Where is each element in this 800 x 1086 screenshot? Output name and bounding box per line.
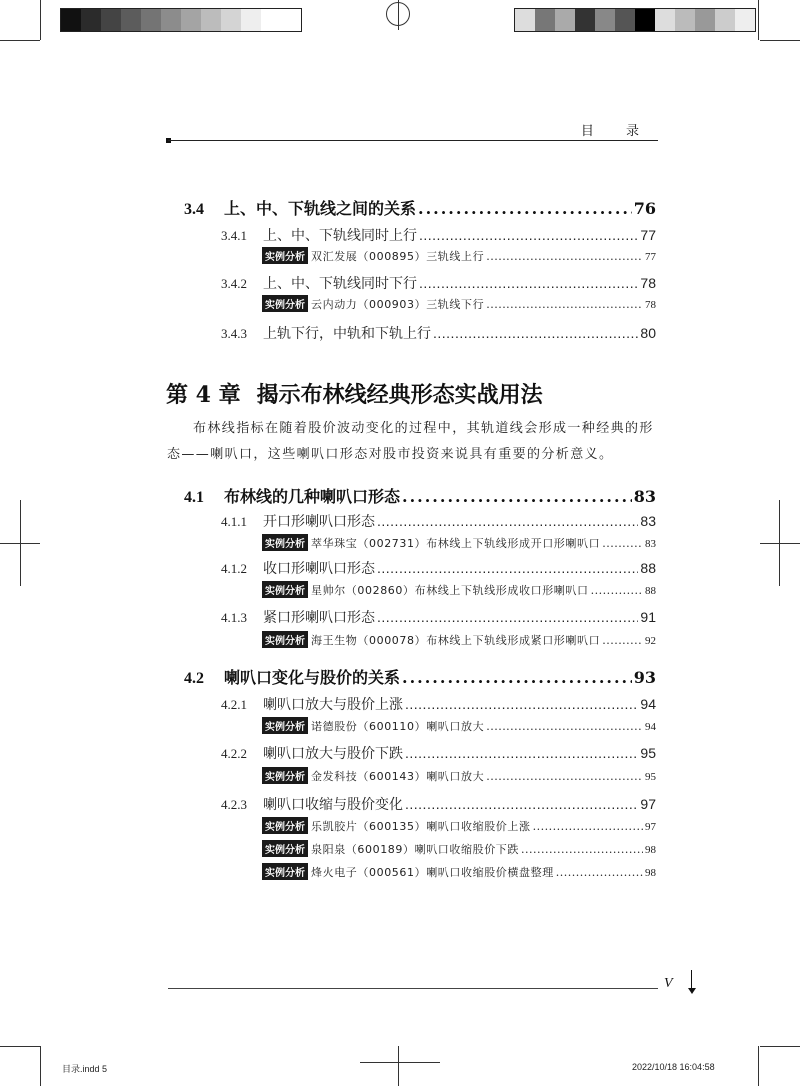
leader-dots	[377, 560, 638, 576]
color-swatch	[61, 9, 81, 31]
leader-dots	[533, 820, 643, 833]
toc-case[interactable]	[262, 581, 656, 598]
page-number: 98	[645, 844, 656, 856]
color-swatch	[221, 9, 241, 31]
toc-subsection-3-4-3[interactable]	[221, 323, 656, 343]
color-swatch	[695, 9, 715, 31]
subsection-number: 3.4.2	[221, 276, 247, 291]
leader-dots	[402, 668, 632, 687]
toc-case[interactable]	[262, 717, 656, 734]
case-analysis-tag: 实例分析	[262, 767, 308, 784]
case-title: 双汇发展（000895）三轨线上行	[311, 250, 485, 263]
crop-mark	[360, 1062, 440, 1063]
page-number: 91	[640, 609, 656, 625]
toc-subsection-4-1-1[interactable]	[221, 511, 656, 531]
crop-mark	[760, 1046, 800, 1047]
crop-mark	[758, 1046, 759, 1086]
subsection-title: 喇叭口放大与股价下跌	[263, 745, 403, 761]
case-title: 诺德股份（600110）喇叭口放大	[311, 720, 485, 733]
case-title: 星帅尔（002860）布林线上下轨线形成收口形喇叭口	[311, 584, 589, 597]
color-swatch	[101, 9, 121, 31]
page-number: 88	[645, 585, 656, 597]
toc-subsection-3-4-1[interactable]	[221, 225, 656, 245]
page-number: 94	[640, 696, 656, 712]
page-number: 97	[640, 796, 656, 812]
chapter-intro: 布林线指标在随着股价波动变化的过程中，其轨道线会形成一种经典的形态——喇叭口，这些喇叭口形态对股市投资来说具有重要的分析意义。	[167, 421, 654, 462]
color-swatch	[595, 9, 615, 31]
section-title: 喇叭口变化与股价的关系	[224, 668, 401, 687]
color-swatch	[735, 9, 755, 31]
color-swatch	[575, 9, 595, 31]
leader-dots	[419, 227, 638, 243]
case-title: 乐凯胶片（600135）喇叭口收缩股价上涨	[311, 820, 531, 833]
page-number: 83	[645, 538, 656, 550]
section-number: 4.2	[184, 670, 204, 687]
case-title: 海王生物（000078）布林线上下轨线形成紧口形喇叭口	[311, 634, 601, 647]
toc-case[interactable]	[262, 631, 656, 648]
page-number: 95	[645, 771, 656, 783]
header-rule	[168, 140, 658, 141]
subsection-number: 4.2.1	[221, 697, 247, 712]
color-swatch	[261, 9, 281, 31]
leader-dots	[419, 275, 638, 291]
subsection-title: 上、中、下轨线同时上行	[263, 227, 417, 243]
toc-subsection-4-2-3[interactable]	[221, 794, 656, 814]
color-swatch	[241, 9, 261, 31]
case-title: 泉阳泉（600189）喇叭口收缩股价下跌	[311, 843, 519, 856]
color-swatch	[81, 9, 101, 31]
crop-mark	[758, 0, 759, 40]
color-swatch	[675, 9, 695, 31]
case-analysis-tag: 实例分析	[262, 863, 308, 880]
section-number: 4.1	[184, 489, 204, 506]
leader-dots	[486, 720, 643, 733]
page-number: 88	[640, 560, 656, 576]
leader-dots	[377, 609, 638, 625]
page-number: 76	[633, 199, 656, 218]
toc-case[interactable]	[262, 767, 656, 784]
page-number: 83	[633, 487, 656, 506]
toc-section-4-2[interactable]	[184, 665, 656, 688]
page-number: 77	[640, 227, 656, 243]
toc-subsection-4-1-2[interactable]	[221, 558, 656, 578]
subsection-number: 3.4.1	[221, 228, 247, 243]
color-bar-right	[514, 8, 756, 32]
case-analysis-tag: 实例分析	[262, 840, 308, 857]
case-analysis-tag: 实例分析	[262, 817, 308, 834]
page-number: 98	[645, 867, 656, 879]
page-number: 78	[640, 275, 656, 291]
toc-case[interactable]	[262, 817, 656, 834]
slug-datetime: 2022/10/18 16:04:58	[632, 1062, 715, 1072]
arrow-down-icon	[688, 988, 696, 994]
crop-mark	[398, 1046, 399, 1086]
toc-section-3-4[interactable]	[184, 196, 656, 219]
page-number: 78	[645, 299, 656, 311]
color-swatch	[141, 9, 161, 31]
leader-dots	[591, 584, 643, 597]
color-swatch	[281, 9, 301, 31]
footer-rule	[168, 988, 658, 989]
chapter-title: 揭示布林线经典形态实战用法	[256, 382, 543, 408]
page-number: 83	[640, 513, 656, 529]
color-bar-left	[60, 8, 302, 32]
leader-dots	[418, 199, 632, 218]
page-number: 94	[645, 721, 656, 733]
crop-mark	[779, 500, 780, 586]
color-swatch	[715, 9, 735, 31]
color-swatch	[121, 9, 141, 31]
toc-subsection-4-1-3[interactable]	[221, 607, 656, 627]
toc-case[interactable]	[262, 247, 656, 264]
color-swatch	[615, 9, 635, 31]
color-swatch	[635, 9, 655, 31]
leader-dots	[405, 796, 638, 812]
leader-dots	[377, 513, 638, 529]
toc-subsection-4-2-2[interactable]	[221, 743, 656, 763]
toc-section-4-1[interactable]	[184, 484, 656, 507]
section-number: 3.4	[184, 201, 204, 218]
page-number: 92	[645, 635, 656, 647]
subsection-title: 开口形喇叭口形态	[263, 513, 375, 529]
color-swatch	[515, 9, 535, 31]
case-analysis-tag: 实例分析	[262, 581, 308, 598]
running-header: 目 录	[580, 124, 653, 139]
crop-mark	[0, 1046, 40, 1047]
leader-dots	[402, 487, 632, 506]
chapter-number: 第 4 章	[166, 382, 241, 408]
color-swatch	[181, 9, 201, 31]
subsection-number: 4.1.3	[221, 610, 247, 625]
color-swatch	[161, 9, 181, 31]
leader-dots	[405, 745, 638, 761]
toc-case[interactable]	[262, 863, 656, 880]
toc-subsection-3-4-2[interactable]	[221, 273, 656, 293]
leader-dots	[405, 696, 638, 712]
subsection-title: 喇叭口放大与股价上涨	[263, 696, 403, 712]
leader-dots	[486, 298, 643, 311]
folio-marker	[691, 970, 692, 990]
crop-mark	[40, 1046, 41, 1086]
case-analysis-tag: 实例分析	[262, 631, 308, 648]
section-title: 上、中、下轨线之间的关系	[224, 199, 417, 218]
subsection-title: 上轨下行，中轨和下轨上行	[263, 325, 431, 341]
folio-number: V	[664, 976, 673, 991]
case-analysis-tag: 实例分析	[262, 717, 308, 734]
crop-mark	[760, 40, 800, 41]
crop-mark	[20, 500, 21, 586]
color-swatch	[201, 9, 221, 31]
leader-dots	[433, 325, 638, 341]
subsection-number: 4.2.3	[221, 797, 247, 812]
subsection-title: 上、中、下轨线同时下行	[263, 275, 417, 291]
color-swatch	[535, 9, 555, 31]
leader-dots	[521, 843, 643, 856]
page-number: 93	[633, 668, 656, 687]
registration-circle	[386, 2, 410, 26]
crop-mark	[760, 543, 800, 544]
case-title: 金发科技（600143）喇叭口放大	[311, 770, 485, 783]
color-swatch	[555, 9, 575, 31]
slug-filename: 目录.indd 5	[62, 1064, 108, 1074]
leader-dots	[602, 634, 643, 647]
page-number: 95	[640, 745, 656, 761]
case-title: 萃华珠宝（002731）布林线上下轨线形成开口形喇叭口	[311, 537, 601, 550]
leader-dots	[486, 770, 643, 783]
leader-dots	[602, 537, 643, 550]
subsection-title: 紧口形喇叭口形态	[263, 609, 375, 625]
subsection-title: 收口形喇叭口形态	[263, 560, 375, 576]
crop-mark	[0, 40, 40, 41]
subsection-number: 3.4.3	[221, 326, 247, 341]
subsection-title: 喇叭口收缩与股价变化	[263, 796, 403, 812]
subsection-number: 4.1.2	[221, 561, 247, 576]
toc-case[interactable]	[262, 295, 656, 312]
case-analysis-tag: 实例分析	[262, 295, 308, 312]
page-number: 80	[640, 325, 656, 341]
subsection-number: 4.1.1	[221, 514, 247, 529]
toc-subsection-4-2-1[interactable]	[221, 694, 656, 714]
subsection-number: 4.2.2	[221, 746, 247, 761]
case-title: 烽火电子（000561）喇叭口收缩股价横盘整理	[311, 866, 554, 879]
toc-case[interactable]	[262, 534, 656, 551]
case-analysis-tag: 实例分析	[262, 534, 308, 551]
section-title: 布林线的几种喇叭口形态	[224, 487, 401, 506]
leader-dots	[556, 866, 643, 879]
color-swatch	[655, 9, 675, 31]
crop-mark	[40, 0, 41, 40]
toc-case[interactable]	[262, 840, 656, 857]
case-analysis-tag: 实例分析	[262, 247, 308, 264]
chapter-heading[interactable]	[166, 378, 543, 409]
leader-dots	[486, 250, 643, 263]
case-title: 云内动力（000903）三轨线下行	[311, 298, 485, 311]
page-number: 97	[645, 821, 656, 833]
page-number: 77	[645, 251, 656, 263]
